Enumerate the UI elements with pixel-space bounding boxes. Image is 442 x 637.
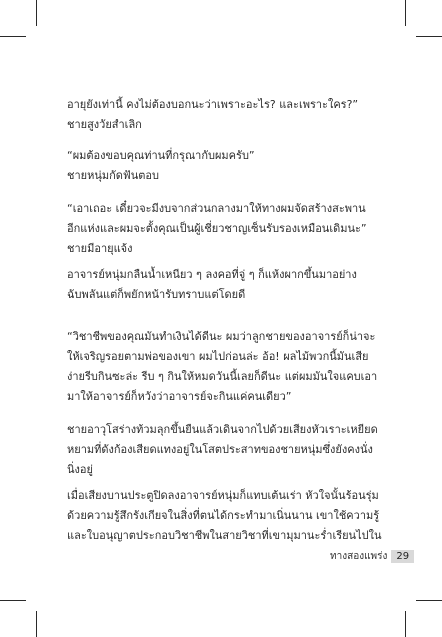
paragraph xyxy=(67,95,389,135)
crop-mark xyxy=(405,0,406,26)
paragraph xyxy=(67,146,389,186)
page-number: 29 xyxy=(391,550,414,563)
crop-mark xyxy=(405,611,406,637)
text-line: อีกแห่งและผมจะตั้งคุณเป็นผู้เชี่ยวชาญเซ็นรับรองเหมือนเดิมนะ” xyxy=(67,222,367,235)
text-line: “วิชาชีพของคุณมันทำเงินได้ดีนะ ผมว่าลูกชายของอาจารย์ก็น่าจะ xyxy=(67,330,376,343)
paragraph xyxy=(67,420,389,480)
text-line: ชายมีอายุแจ้ง xyxy=(67,242,133,255)
page-footer xyxy=(330,549,414,564)
crop-mark xyxy=(416,600,442,601)
text-line: อายุยังเท่านี้ คงไม่ต้องบอกนะว่าเพราะอะไร? และเพราะใคร?” xyxy=(67,98,359,111)
text-line: ง่ายรีบกินซะล่ะ รีบ ๆ กินให้หมดวันนี้เลยก็ดีนะ แต่ผมมันใจแคบเอา xyxy=(67,370,378,383)
paragraph xyxy=(67,486,389,546)
crop-mark xyxy=(36,611,37,637)
paragraph xyxy=(67,199,389,259)
text-line: ชายอาวุโสร่างท้วมลุกขึ้นยืนแล้วเดินจากไปด้วยเสียงหัวเราะเหยียด xyxy=(67,423,378,436)
crop-mark xyxy=(0,36,26,37)
crop-mark xyxy=(0,600,26,601)
running-title: ทางสองแพร่ง xyxy=(330,551,388,562)
text-line: “ผมต้องขอบคุณท่านที่กรุณากับผมครับ” xyxy=(67,149,255,162)
crop-mark xyxy=(416,36,442,37)
crop-mark xyxy=(36,0,37,26)
text-line: เมื่อเสียงบานประตูปิดลงอาจารย์หนุ่มก็แทบเต้นเร่า หัวใจนั้นร้อนรุ่ม xyxy=(67,489,379,502)
text-line: ฉับพลันแต่ก็พยักหน้ารับทราบแต่โดยดี xyxy=(67,288,246,301)
paragraph xyxy=(67,265,389,305)
text-line: “เอาเถอะ เดี๋ยวจะมีงบจากส่วนกลางมาให้ทางผมจัดสร้างสะพาน xyxy=(67,202,366,215)
text-line: อาจารย์หนุ่มกลืนน้ำเหนียว ๆ ลงคอที่จู่ ๆ ก็แห้งผากขึ้นมาอย่าง xyxy=(67,268,357,281)
text-line: หยามที่ดังก้องเสียดแทงอยู่ในโสตประสาทของชายหนุ่มซึ่งยังคงนั่ง xyxy=(67,443,373,456)
text-line: ให้เจริญรอยตามพ่อของเขา ผมไปก่อนล่ะ อ้อ! ผลไม้พวกนี้มันเสีย xyxy=(67,350,369,363)
text-line: และใบอนุญาตประกอบวิชาชีพในสายวิชาที่เขามุมานะร่ำเรียนไปใน xyxy=(67,529,382,542)
paragraph xyxy=(67,327,389,407)
text-line: ชายหนุ่มกัดฟันตอบ xyxy=(67,169,159,182)
text-line: มาให้อาจารย์ก็หวังว่าอาจารย์จะกินแค่คนเดียว” xyxy=(67,390,292,403)
text-line: ชายสูงวัยสำเลิก xyxy=(67,118,142,131)
text-line: นิ่งอยู่ xyxy=(67,463,93,476)
text-line: ด้วยความรู้สึกรังเกียจในสิ่งที่ตนได้กระทำมาเนิ่นนาน เขาใช้ความรู้ xyxy=(67,509,380,522)
